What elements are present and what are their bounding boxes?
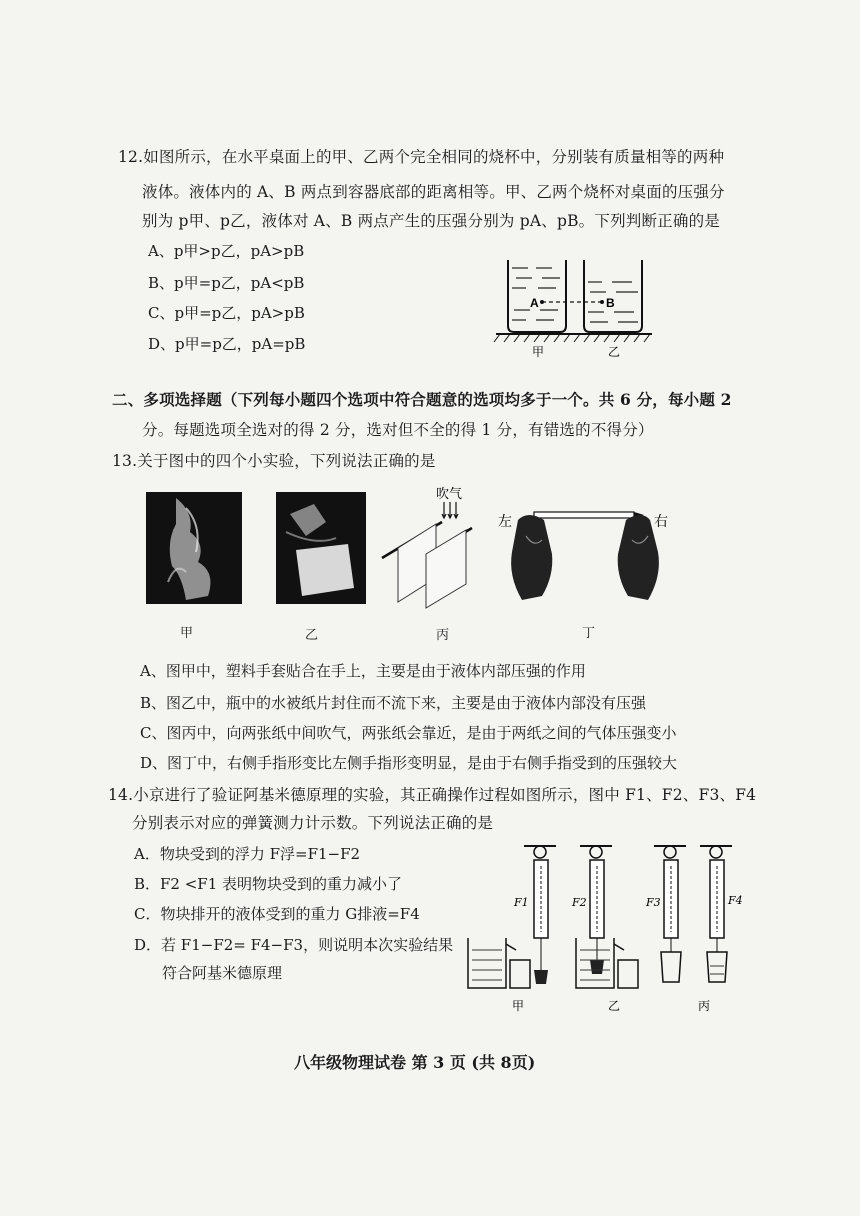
q13-label-jia: 甲 [180, 626, 194, 641]
page-footer: 八年级物理试卷 第 3 页 (共 8页) [294, 1053, 536, 1072]
q12-option-c: C、p甲=p乙，pA>pB [148, 304, 305, 322]
q12-stem-line-2: 液体。液体内的 A、B 两点到容器底部的距离相等。甲、乙两个烧杯对桌面的压强分 [142, 183, 725, 201]
spring-scale-4 [700, 846, 743, 982]
q14-label-yi: 乙 [608, 999, 621, 1013]
spring-scale-1 [513, 846, 556, 984]
q14-label-jia: 甲 [512, 999, 525, 1013]
q13-option-c: C、图丙中，向两张纸中间吹气，两张纸会靠近，是由于两纸之间的气体压强变小 [140, 724, 677, 742]
f1-label: F1 [514, 896, 529, 909]
point-b-label: B [606, 296, 615, 310]
q13-label-ding: 丁 [582, 626, 596, 641]
q12-stem-line-3: 别为 p甲、p乙，液体对 A、B 两点产生的压强分别为 pA、pB。下列判断正确的是 [142, 212, 720, 230]
f3-label: F3 [646, 896, 661, 909]
q13-stem: 13.关于图中的四个小实验，下列说法正确的是 [112, 452, 436, 470]
section2-heading-line-2: 分。每题选项全选对的得 2 分，选对但不全的得 1 分，有错选的不得分） [142, 421, 654, 439]
q13-label-bing: 丙 [436, 628, 450, 643]
q12-beaker-figure [492, 252, 672, 367]
q13-option-a: A、图甲中，塑料手套贴合在手上，主要是由于液体内部压强的作用 [140, 662, 586, 680]
q13-photo-yi [276, 492, 366, 604]
q14-option-c: C．物块排开的液体受到的重力 G排液=F4 [134, 905, 420, 923]
f4-label: F4 [728, 894, 743, 907]
q14-option-a: A．物块受到的浮力 F浮=F1−F2 [134, 845, 361, 863]
blow-label: 吹气 [436, 487, 463, 502]
q12-stem-line-1: 12.如图所示，在水平桌面上的甲、乙两个完全相同的烧杯中，分别装有质量相等的两种 [118, 148, 725, 166]
f2-label: F2 [572, 896, 587, 909]
point-a-label: A [530, 296, 539, 310]
q13-paper-blow-figure [378, 484, 488, 604]
q13-label-yi: 乙 [305, 628, 319, 643]
q13-option-d: D、图丁中，右侧手指形变比左侧手指形变明显，是由于右侧手指受到的压强较大 [140, 754, 678, 772]
q14-spring-scale-figure [462, 842, 742, 1022]
q14-label-bing: 丙 [698, 999, 711, 1013]
q14-stem-line-2: 分别表示对应的弹簧测力计示数。下列说法正确的是 [132, 814, 494, 832]
left-label: 左 [498, 514, 512, 530]
q12-option-a: A、p甲>p乙，pA>pB [148, 242, 305, 260]
q14-option-d: D．若 F1−F2= F4−F3，则说明本次实验结果 [134, 936, 454, 954]
q12-option-b: B、p甲=p乙，pA<pB [148, 274, 305, 292]
right-label: 右 [654, 514, 668, 530]
beaker-label-yi: 乙 [608, 345, 621, 359]
q14-option-d-continued: 符合阿基米德原理 [162, 964, 283, 982]
q12-option-d: D、p甲=p乙，pA=pB [148, 335, 306, 353]
spring-scale-2 [571, 846, 612, 974]
q13-photo-jia [146, 492, 242, 604]
spring-scale-3 [645, 846, 686, 982]
q13-option-b: B、图乙中，瓶中的水被纸片封住而不流下来，主要是由于液体内部没有压强 [140, 694, 647, 712]
beaker-label-jia: 甲 [532, 345, 545, 359]
q14-stem-line-1: 14.小京进行了验证阿基米德原理的实验，其正确操作过程如图所示，图中 F1、F2、F3、F4 [108, 786, 757, 804]
section2-heading-line-1: 二、多项选择题（下列每小题四个选项中符合题意的选项均多于一个。共 6 分，每小题 2 [112, 390, 732, 409]
q14-option-b: B．F2 <F1 表明物块受到的重力减小了 [134, 875, 403, 893]
q13-pencil-hands-figure [498, 496, 688, 606]
